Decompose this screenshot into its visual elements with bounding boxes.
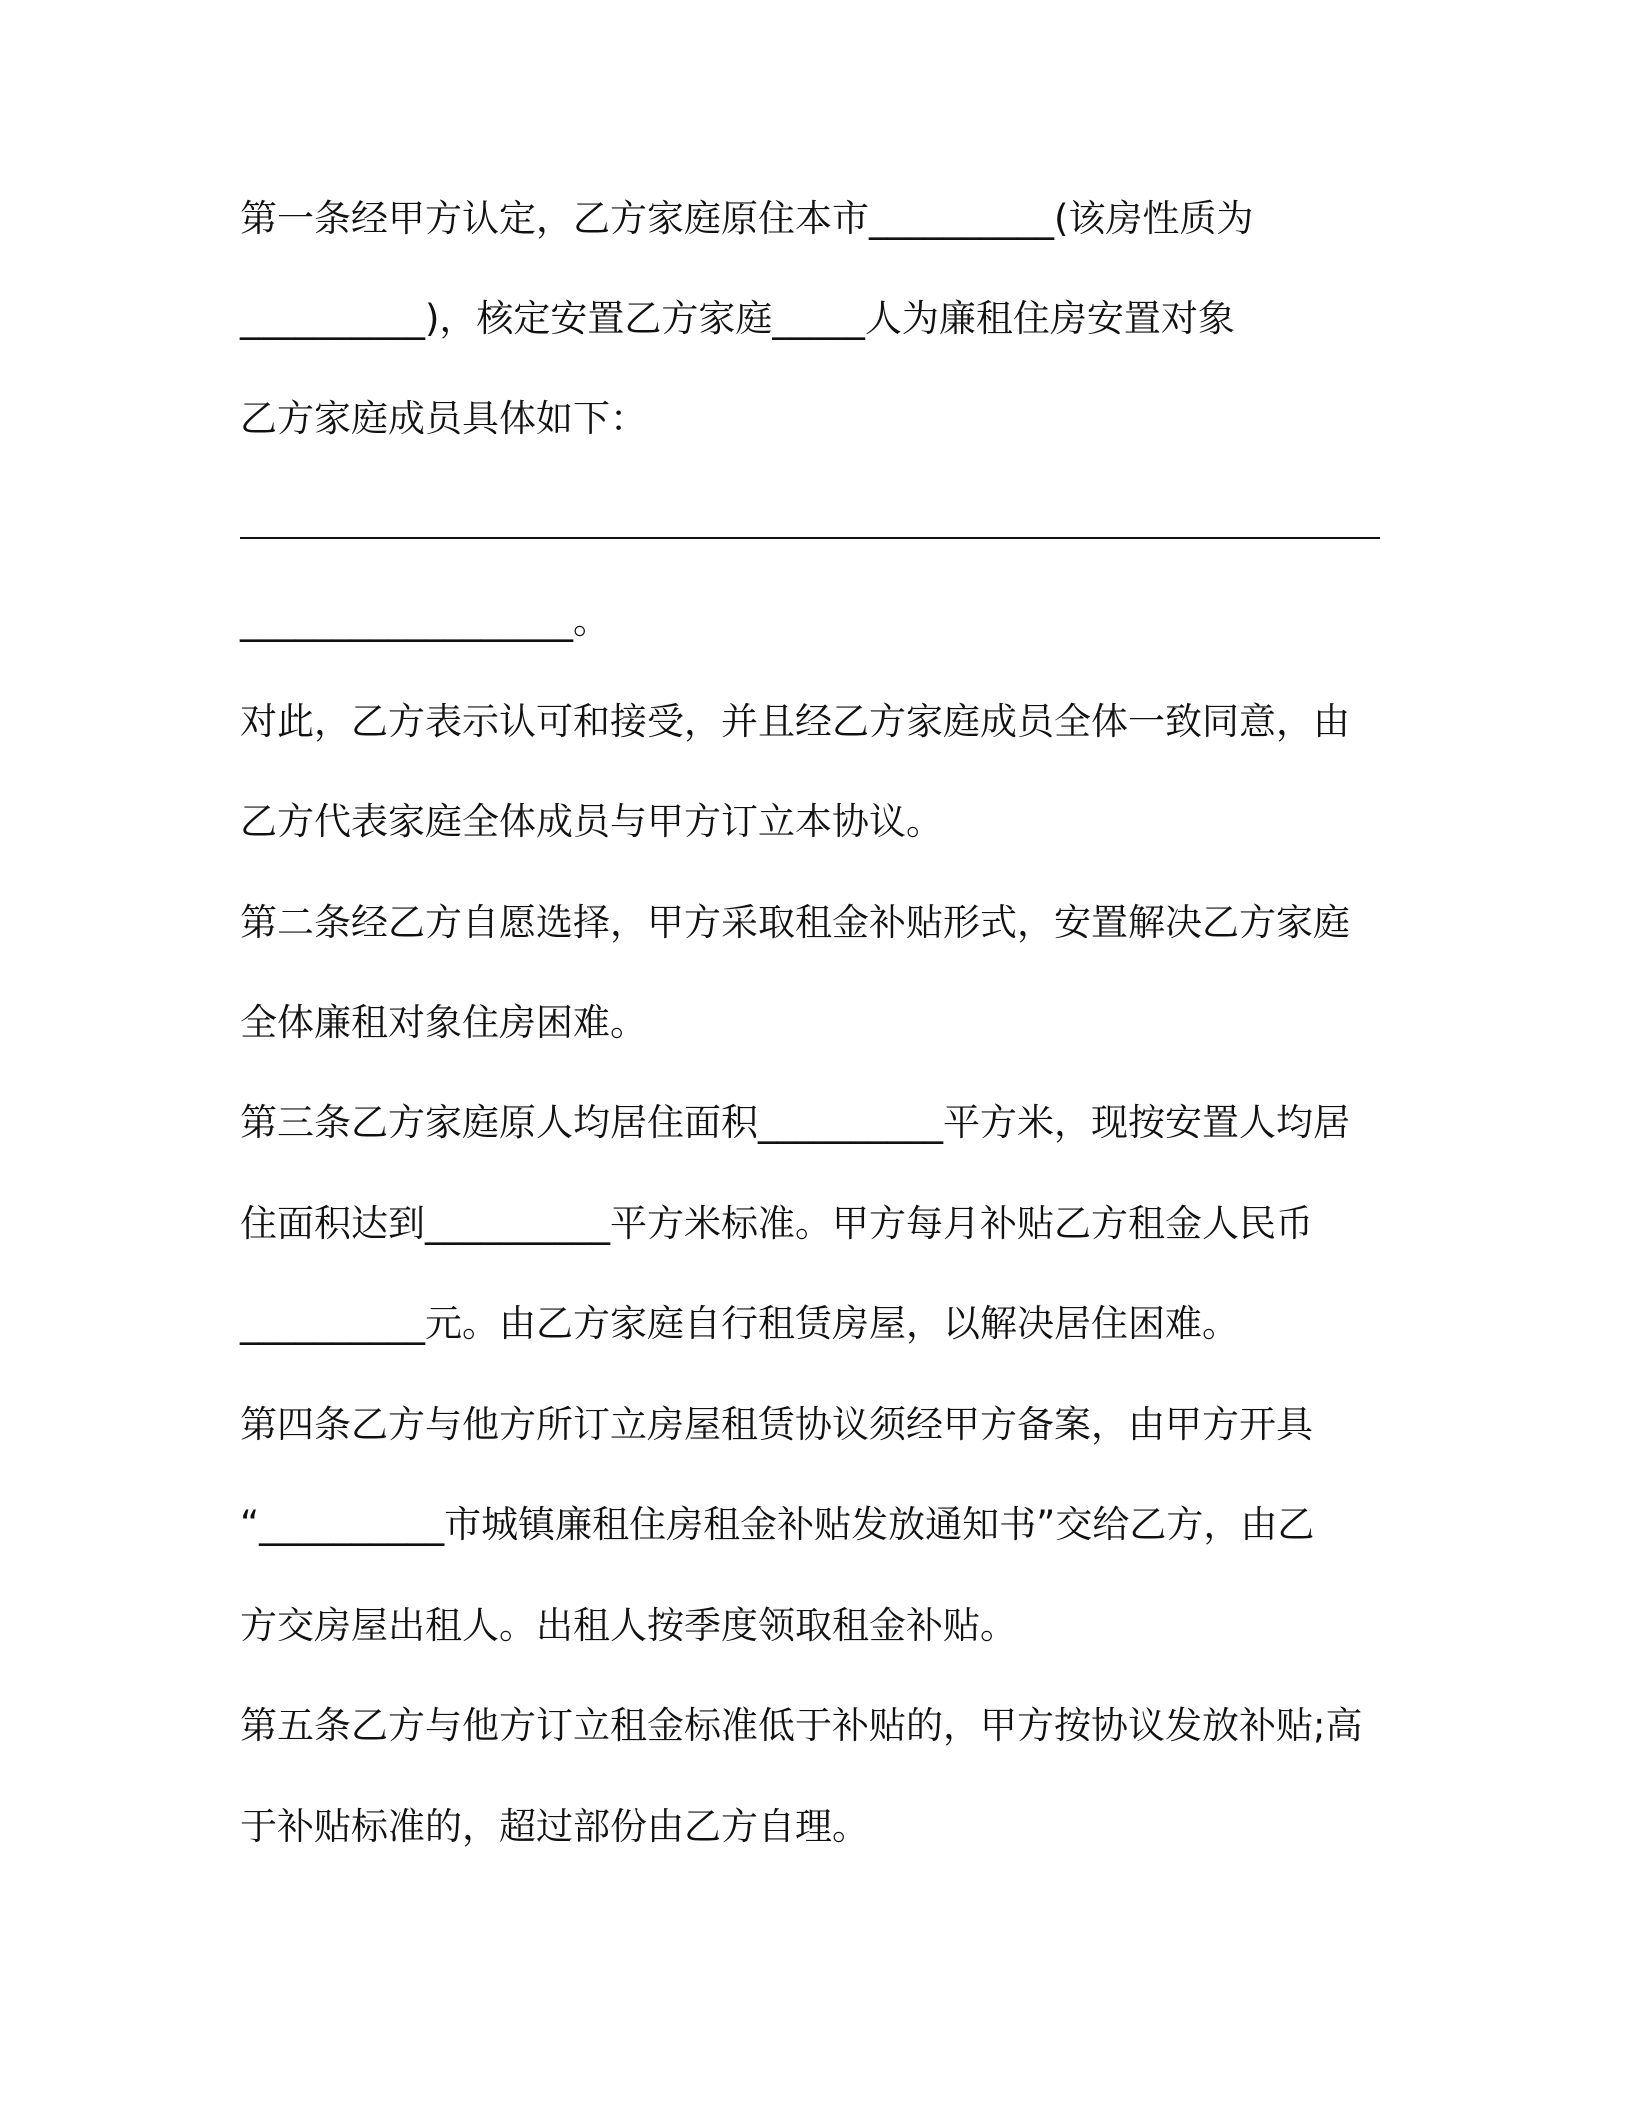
family-members-label: 乙方家庭成员具体如下： bbox=[240, 397, 647, 440]
consent-line-1: 对此，乙方表示认可和接受，并且经乙方家庭成员全体一致同意，由 bbox=[240, 700, 1350, 743]
article-1-line-1: 第一条经甲方认定，乙方家庭原住本市__________(该房性质为 bbox=[240, 197, 1254, 240]
article-4-line-2: “__________市城镇廉租住房租金补贴发放通知书”交给乙方，由乙 bbox=[240, 1503, 1315, 1546]
article-2-line-2: 全体廉租对象住房困难。 bbox=[240, 1001, 647, 1044]
article-4-line-1: 第四条乙方与他方所订立房屋租赁协议须经甲方备案，由甲方开具 bbox=[240, 1403, 1313, 1446]
article-3-line-1: 第三条乙方家庭原人均居住面积__________平方米，现按安置人均居 bbox=[240, 1101, 1350, 1144]
article-2-line-1: 第二条经乙方自愿选择，甲方采取租金补贴形式，安置解决乙方家庭 bbox=[240, 901, 1350, 944]
consent-line-2: 乙方代表家庭全体成员与甲方订立本协议。 bbox=[240, 800, 943, 843]
article-4-line-3: 方交房屋出租人。出租人按季度领取租金补贴。 bbox=[240, 1604, 1017, 1647]
article-3-line-2: 住面积达到__________平方米标准。甲方每月补贴乙方租金人民币 bbox=[240, 1202, 1313, 1245]
article-5-line-2: 于补贴标准的，超过部份由乙方自理。 bbox=[240, 1805, 869, 1848]
family-members-blank-end: __________________。 bbox=[240, 599, 610, 642]
article-3-line-3: __________元。由乙方家庭自行租赁房屋，以解决居住困难。 bbox=[240, 1302, 1239, 1345]
family-members-blank-line bbox=[240, 537, 1380, 539]
article-1-line-2: __________)，核定安置乙方家庭_____人为廉租住房安置对象 bbox=[240, 297, 1235, 340]
article-5-line-1: 第五条乙方与他方订立租金标准低于补贴的，甲方按协议发放补贴;高 bbox=[240, 1704, 1363, 1747]
